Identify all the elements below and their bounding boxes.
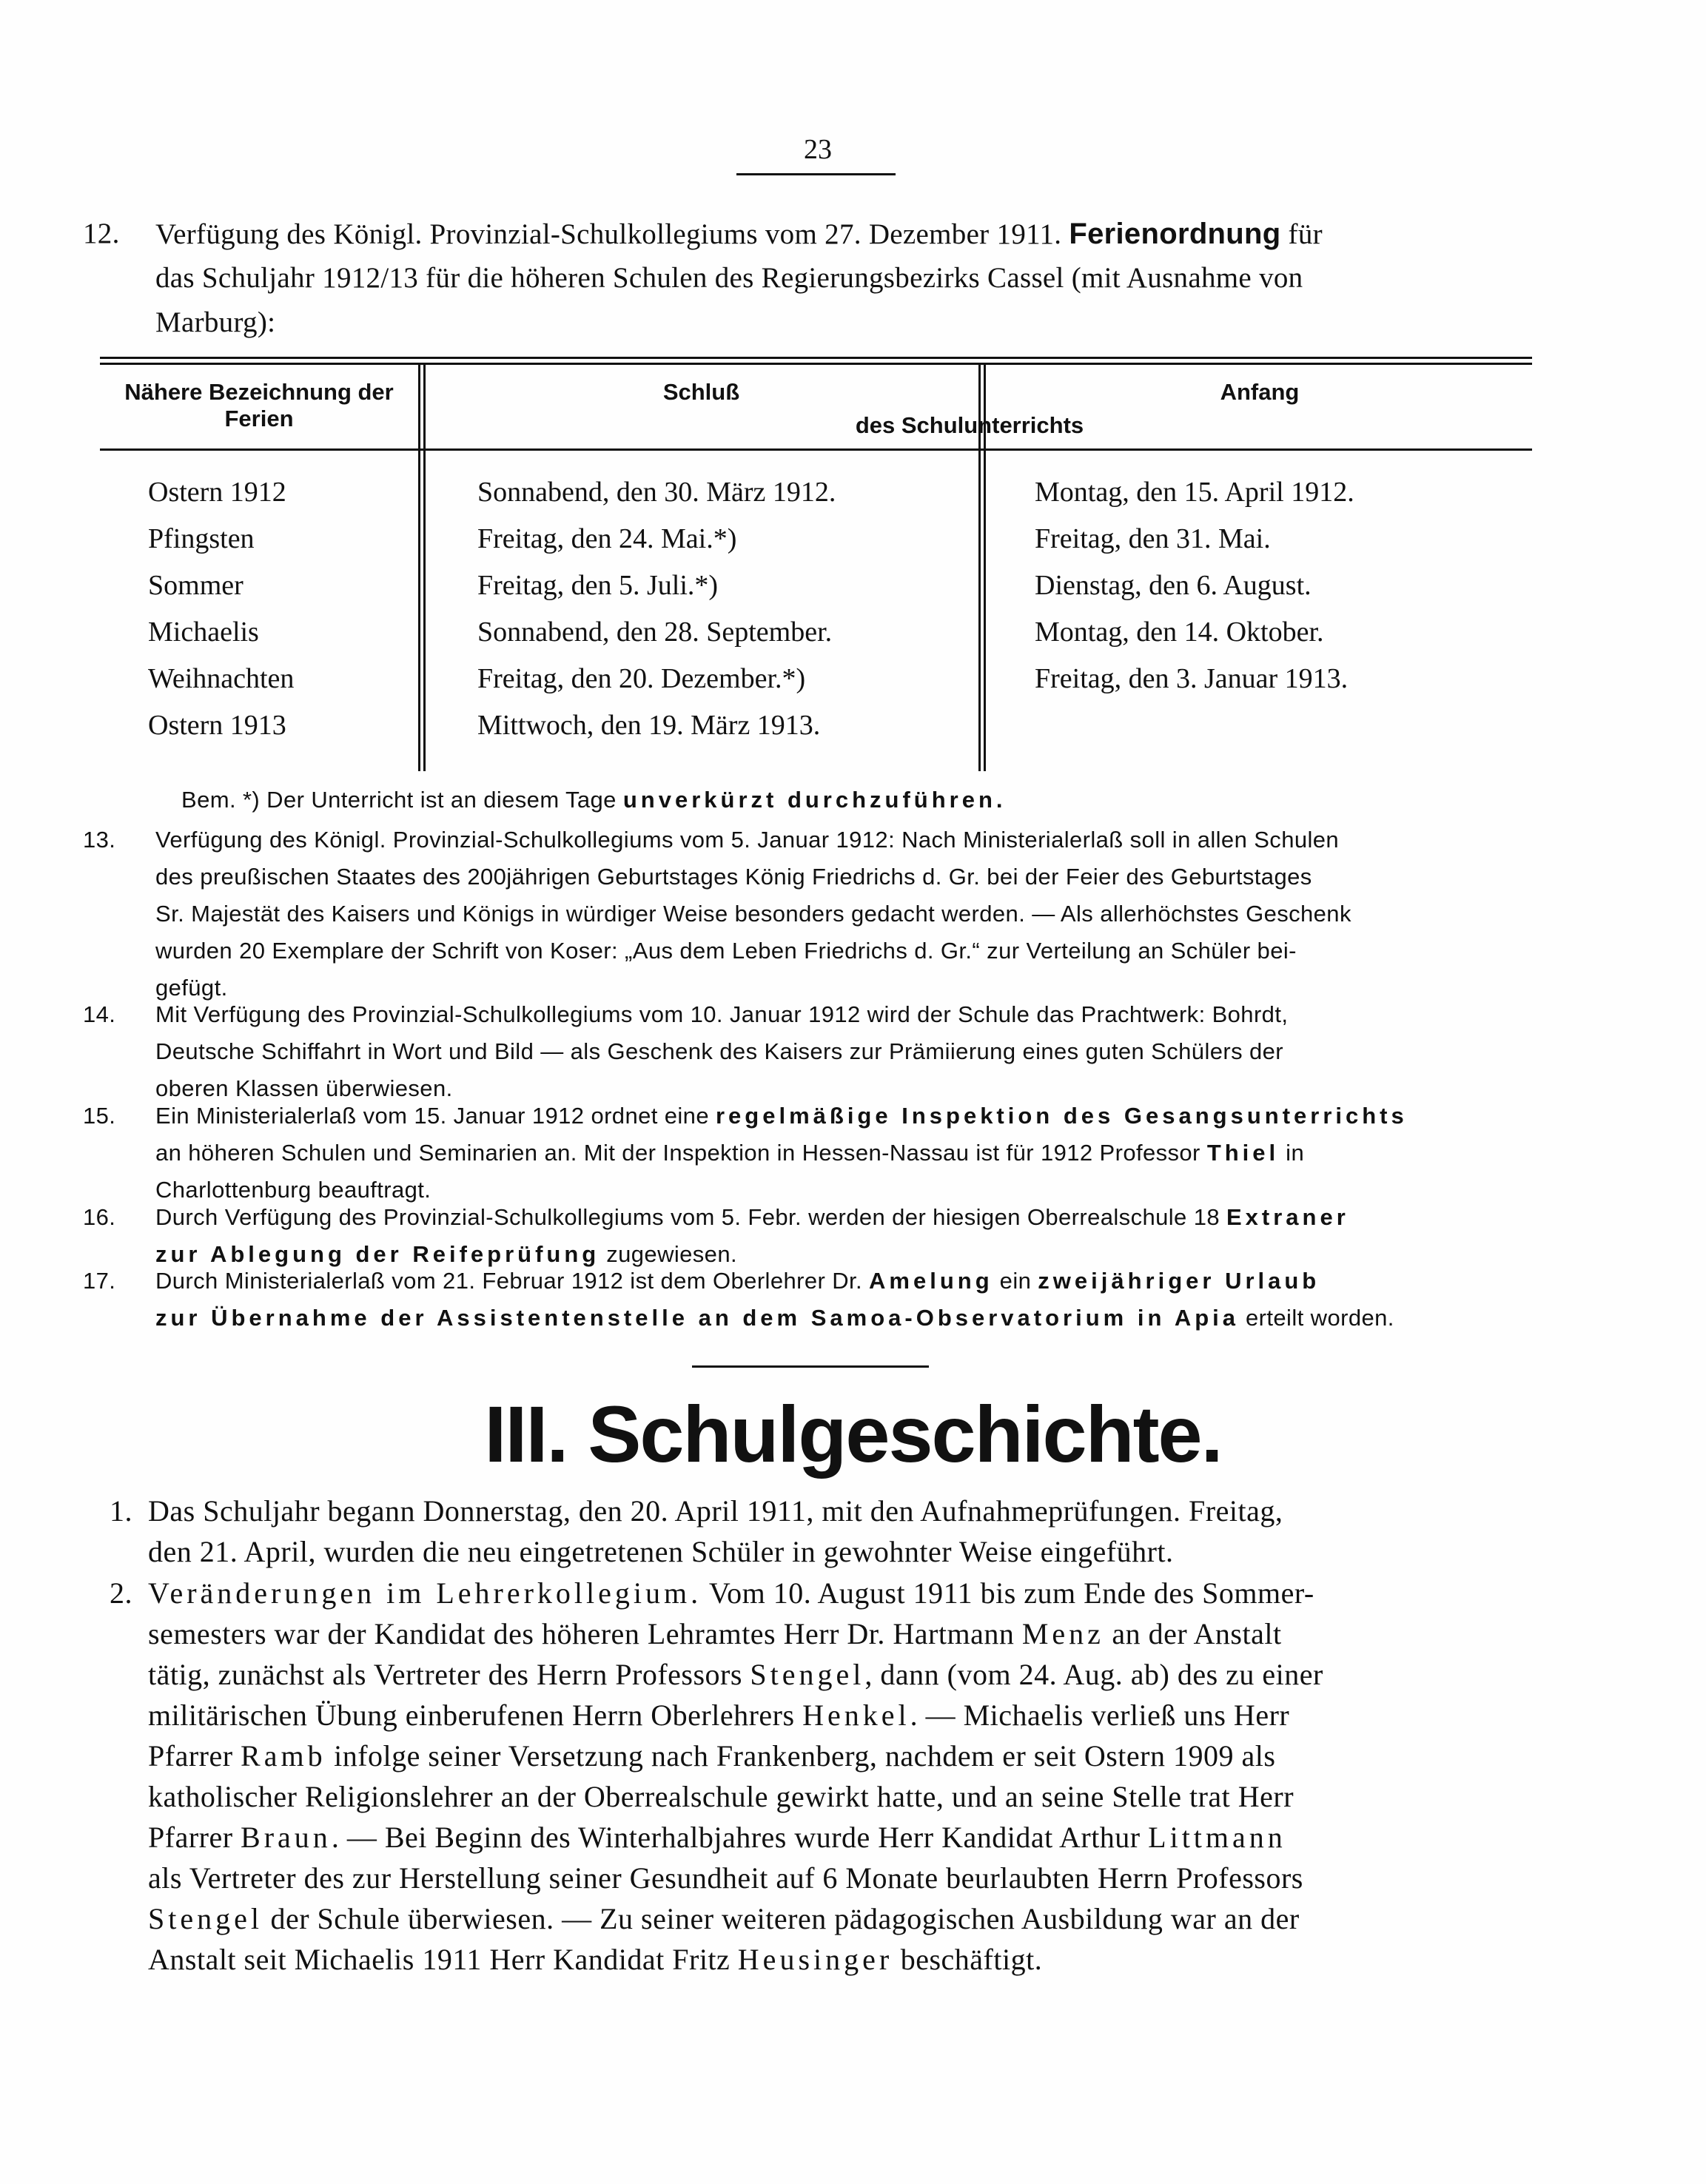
cell-schluss: Mittwoch, den 19. März 1913. bbox=[477, 710, 821, 741]
ferienordnung-label: Ferienordnung bbox=[1069, 218, 1281, 250]
column-divider bbox=[418, 364, 420, 771]
text-line: zur Ablegung der Reifeprüfung zugewiesen. bbox=[155, 1241, 737, 1267]
text-line: an höheren Schulen und Seminarien an. Mit der Inspektion in Hessen-Nassau ist für 1912 Professor Thiel in bbox=[155, 1140, 1305, 1166]
table-top-rule bbox=[100, 357, 1532, 359]
cell-name: Sommer bbox=[148, 570, 244, 601]
text-line: Verfügung des Königl. Provinzial-Schulkollegiums vom 5. Januar 1912: Nach Ministerialerlaß soll in allen Schulen bbox=[155, 827, 1340, 853]
item-number: 2. bbox=[110, 1576, 132, 1610]
text-line: tätig, zunächst als Vertreter des Herrn Professors Stengel, dann (vom 24. Aug. ab) des zu einer bbox=[148, 1658, 1323, 1691]
item-number: 12. bbox=[83, 218, 120, 249]
text-line: das Schuljahr 1912/13 für die höheren Schulen des Regierungsbezirks Cassel (mit Ausnahme von bbox=[155, 262, 1303, 294]
page-number: 23 bbox=[804, 134, 832, 165]
cell-name: Ostern 1912 bbox=[148, 477, 286, 508]
section-heading: III. Schulgeschichte. bbox=[484, 1389, 1222, 1479]
text-line: Das Schuljahr begann Donnerstag, den 20. April 1911, mit den Aufnahmeprüfungen. Freitag, bbox=[148, 1494, 1283, 1528]
text-line: als Vertreter des zur Herstellung seiner Gesundheit auf 6 Monate beurlaubten Herrn Professors bbox=[148, 1861, 1303, 1895]
cell-anfang: Freitag, den 3. Januar 1913. bbox=[1035, 663, 1349, 694]
text-line: den 21. April, wurden die neu eingetretenen Schüler in gewohnter Weise eingeführt. bbox=[148, 1535, 1174, 1568]
text-line: Sr. Majestät des Kaisers und Königs in würdiger Weise besonders gedacht werden. — Als allerhöchstes Geschenk bbox=[155, 901, 1351, 927]
column-header-anfang: Anfang bbox=[1220, 379, 1300, 405]
cell-name: Weihnachten bbox=[148, 663, 295, 694]
text-line: wurden 20 Exemplare der Schrift von Koser: „Aus dem Leben Friedrichs d. Gr.“ zur Verteilung an Schüler bei- bbox=[155, 938, 1297, 964]
cell-schluss: Freitag, den 5. Juli.*) bbox=[477, 570, 719, 601]
text-line: Veränderungen im Lehrerkollegium. Vom 10. August 1911 bis zum Ende des Sommer- bbox=[148, 1576, 1314, 1610]
text-line: Mit Verfügung des Provinzial-Schulkollegiums vom 10. Januar 1912 wird der Schule das Prachtwerk: Bohrdt, bbox=[155, 1001, 1289, 1027]
text-line: Pfarrer Ramb infolge seiner Versetzung nach Frankenberg, nachdem er seit Ostern 1909 als bbox=[148, 1739, 1276, 1773]
text-line: Durch Verfügung des Provinzial-Schulkollegiums vom 5. Febr. werden der hiesigen Oberrealschule 18 Extraner bbox=[155, 1204, 1349, 1230]
item-number: 13. bbox=[83, 827, 116, 853]
cell-name: Pfingsten bbox=[148, 523, 255, 554]
page-number-rule bbox=[736, 173, 896, 175]
table-header-rule bbox=[100, 448, 1532, 451]
table-remark: Bem. *) Der Unterricht ist an diesem Tage unverkürzt durchzuführen. bbox=[181, 787, 1007, 813]
column-header-ferien: Nähere Bezeichnung der Ferien bbox=[124, 379, 394, 431]
cell-schluss: Sonnabend, den 30. März 1912. bbox=[477, 477, 836, 508]
text-line: Ein Ministerialerlaß vom 15. Januar 1912 ordnet eine regelmäßige Inspektion des Gesangsunterrichts bbox=[155, 1103, 1408, 1129]
item-number: 16. bbox=[83, 1204, 116, 1230]
text-line: militärischen Übung einberufenen Herrn Oberlehrers Henkel. — Michaelis verließ uns Herr bbox=[148, 1699, 1290, 1732]
cell-name: Michaelis bbox=[148, 616, 259, 648]
cell-anfang: Montag, den 15. April 1912. bbox=[1035, 477, 1354, 508]
column-header-span: des Schulunterrichts bbox=[855, 412, 1084, 438]
cell-schluss: Sonnabend, den 28. September. bbox=[477, 616, 833, 648]
text-line: des preußischen Staates des 200jährigen Geburtstages König Friedrichs d. Gr. bei der Feier des Geburtstages bbox=[155, 864, 1312, 890]
text-line: Durch Ministerialerlaß vom 21. Februar 1912 ist dem Oberlehrer Dr. Amelung ein zweijähriger Urlaub bbox=[155, 1268, 1320, 1294]
cell-anfang: Montag, den 14. Oktober. bbox=[1035, 616, 1324, 648]
column-header-schluss: Schluß bbox=[662, 379, 740, 405]
cell-anfang: Dienstag, den 6. August. bbox=[1035, 570, 1312, 601]
column-divider bbox=[423, 364, 426, 771]
item-number: 1. bbox=[110, 1494, 132, 1528]
text-line: Charlottenburg beauftragt. bbox=[155, 1177, 431, 1203]
text-line: oberen Klassen überwiesen. bbox=[155, 1075, 453, 1101]
text-line: Pfarrer Braun. — Bei Beginn des Winterhalbjahres wurde Herr Kandidat Arthur Littmann bbox=[148, 1821, 1286, 1854]
section-rule bbox=[692, 1365, 929, 1368]
text-line: Deutsche Schiffahrt in Wort und Bild — als Geschenk des Kaisers zur Prämiierung eines guten Schülers der bbox=[155, 1038, 1284, 1064]
text-line: semesters war der Kandidat des höheren Lehramtes Herr Dr. Hartmann Menz an der Anstalt bbox=[148, 1617, 1282, 1650]
item-number: 14. bbox=[83, 1001, 116, 1027]
text-line: gefügt. bbox=[155, 975, 228, 1001]
item-number: 15. bbox=[83, 1103, 116, 1129]
text-line: Stengel der Schule überwiesen. — Zu seiner weiteren pädagogischen Ausbildung war an der bbox=[148, 1902, 1300, 1935]
cell-name: Ostern 1913 bbox=[148, 710, 286, 741]
text-line: zur Übernahme der Assistentenstelle an dem Samoa-Observatorium in Apia erteilt worden. bbox=[155, 1305, 1394, 1331]
cell-schluss: Freitag, den 24. Mai.*) bbox=[477, 523, 737, 554]
cell-schluss: Freitag, den 20. Dezember.*) bbox=[477, 663, 806, 694]
table-top-rule bbox=[100, 363, 1532, 365]
text-line: Verfügung des Königl. Provinzial-Schulkollegiums vom 27. Dezember 1911. Ferienordnung für bbox=[155, 218, 1323, 250]
text-line: Marburg): bbox=[155, 306, 276, 338]
text-line: katholischer Religionslehrer an der Oberrealschule gewirkt hatte, und an seine Stelle trat Herr bbox=[148, 1780, 1294, 1813]
text-line: Anstalt seit Michaelis 1911 Herr Kandidat Fritz Heusinger beschäftigt. bbox=[148, 1943, 1043, 1976]
item-number: 17. bbox=[83, 1268, 116, 1294]
cell-anfang: Freitag, den 31. Mai. bbox=[1035, 523, 1271, 554]
